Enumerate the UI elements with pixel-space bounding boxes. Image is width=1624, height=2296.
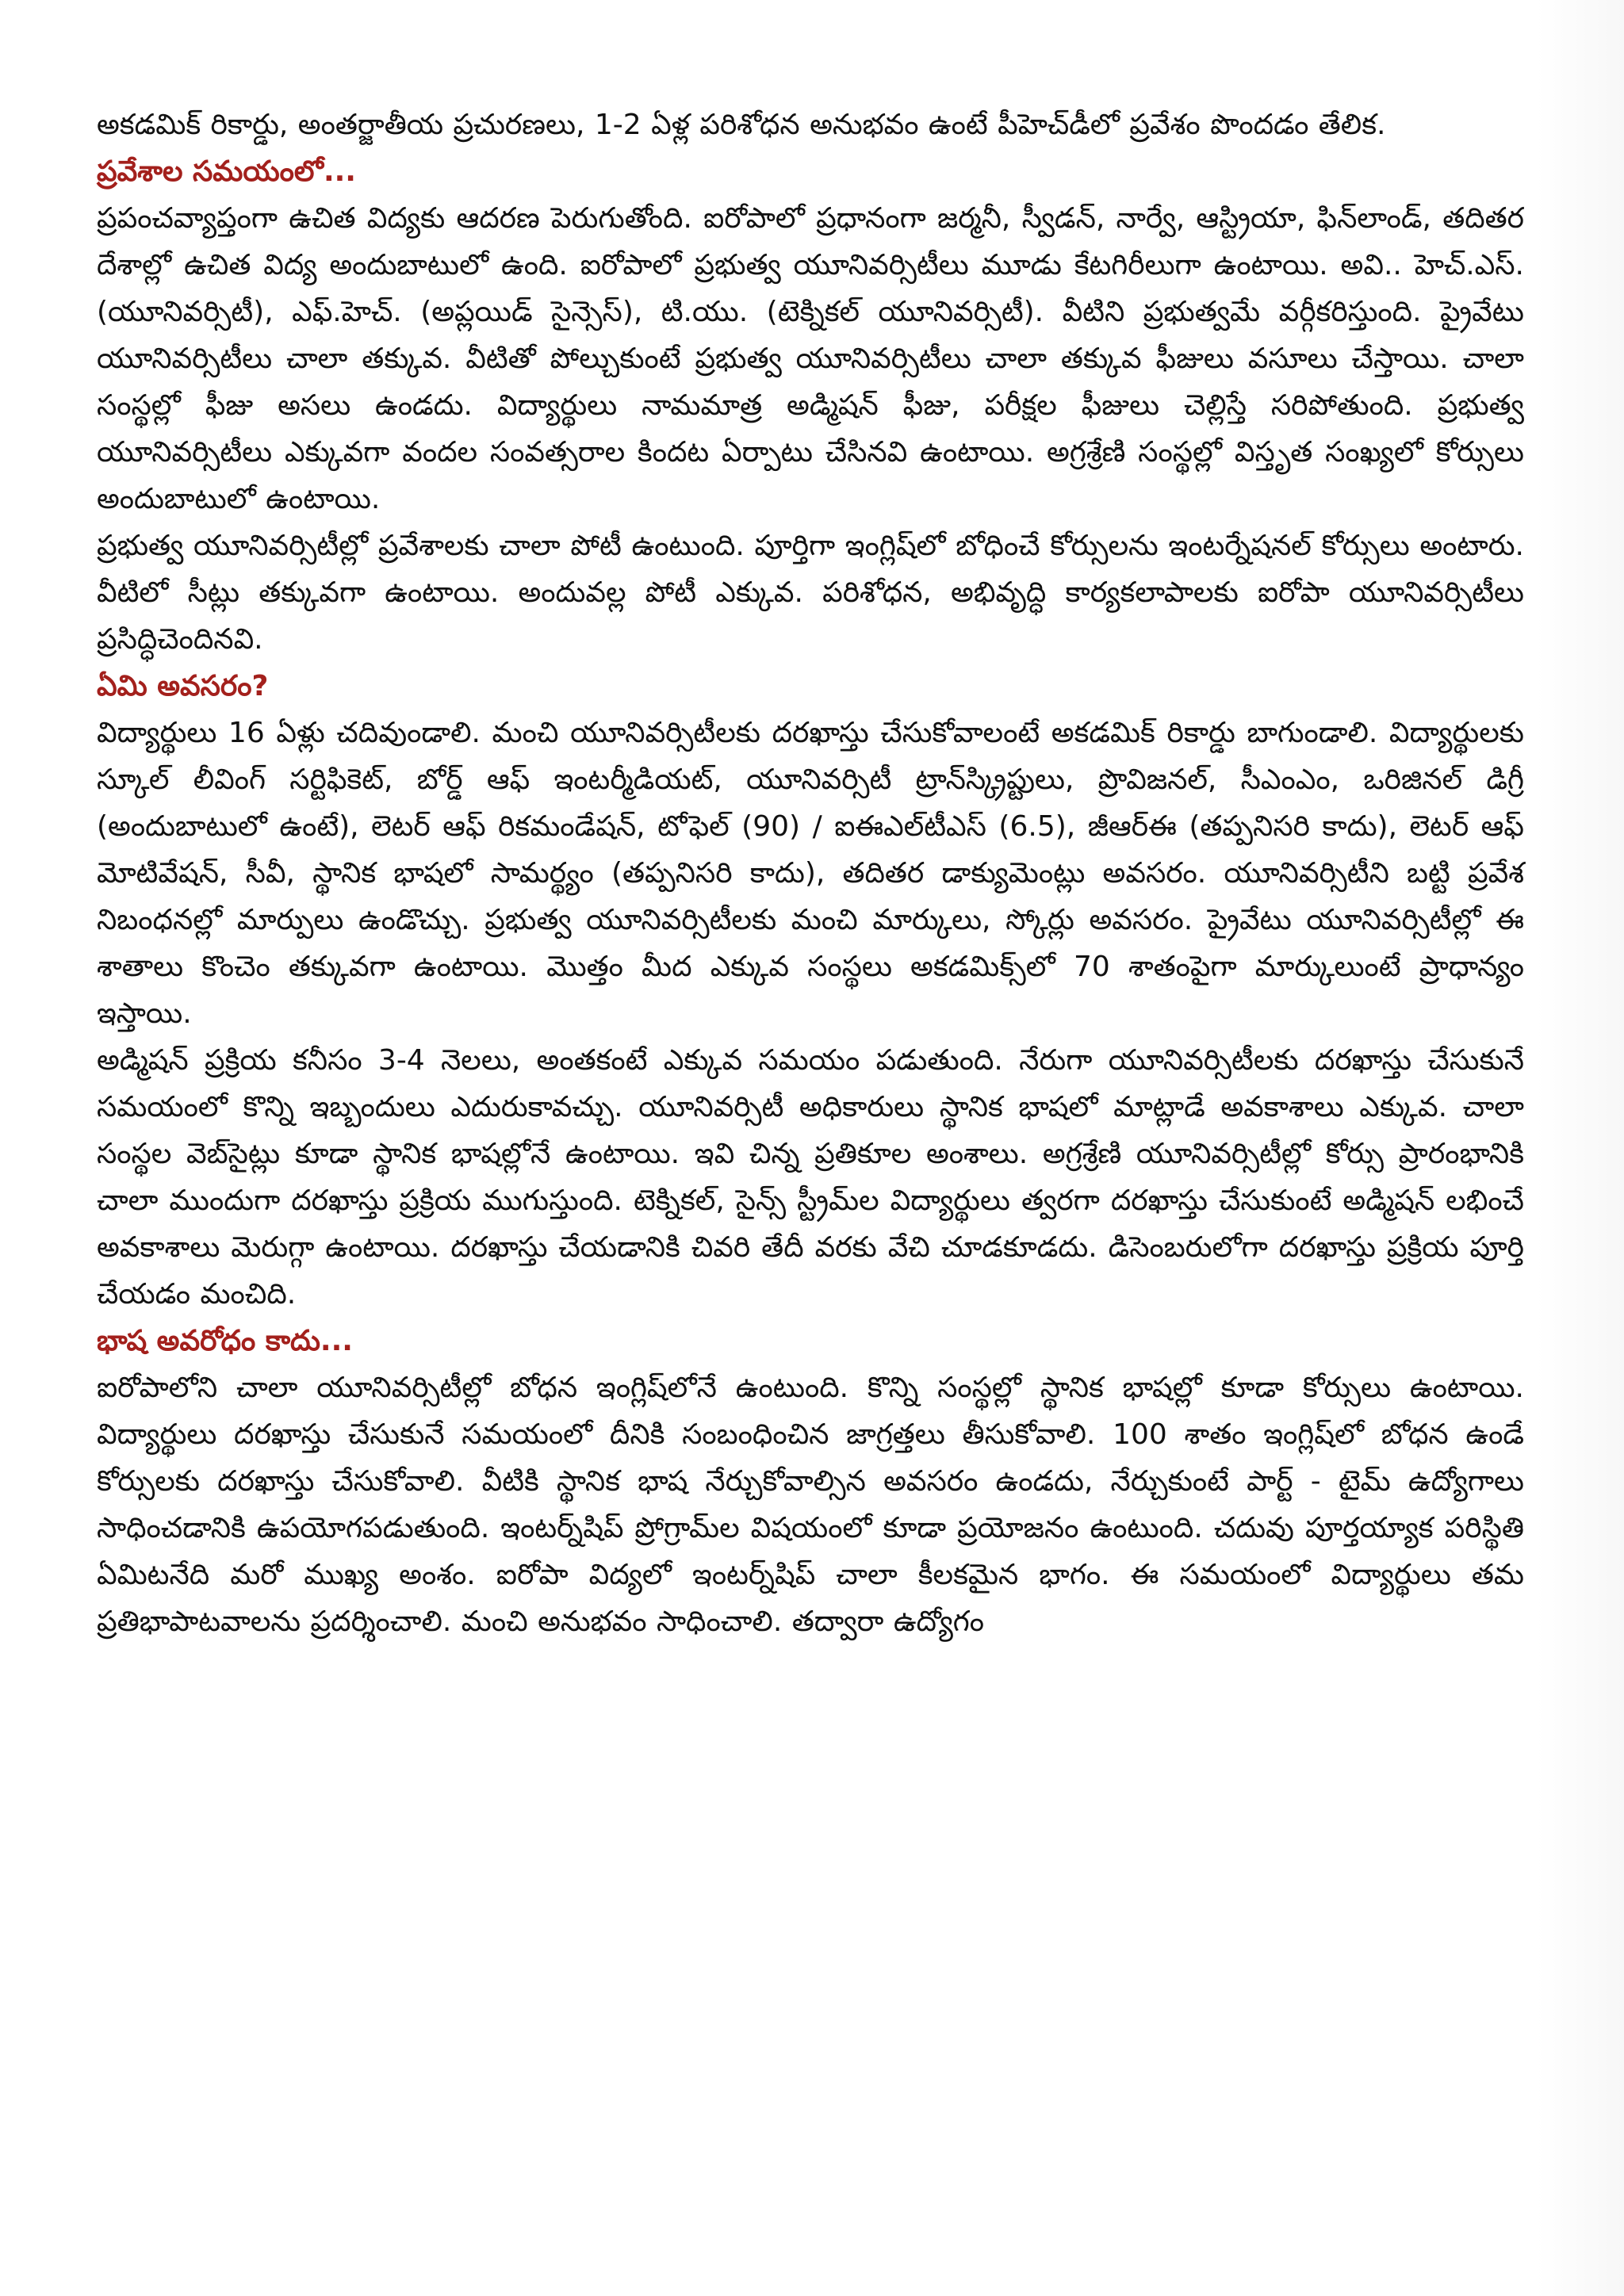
requirements-paragraph-1: విద్యార్థులు 16 ఏళ్లు చదివుండాలి. మంచి యూనివర్సిటీలకు దరఖాస్తు చేసుకోవాలంటే అకడమిక్ రికార్డు బాగుండాలి. విద్యార్థులకు స్కూల్ లీవింగ్ సర్టిఫికెట్, బోర్డ్ ఆఫ్ ఇంటర్మీడియట్, యూనివర్సిటీ ట్రాన్‌స్క్రిప్టులు, ప్రొవిజనల్, సీఎంఎం, ఒరిజినల్ డిగ్రీ (అందుబాటులో ఉంటే), లెటర్ ఆఫ్ రికమండేషన్, టోఫెల్ (90) / ఐఈఎల్‌టీఎస్ (6.5), జీఆర్‌ఈ (తప్పనిసరి కాదు), లెటర్ ఆఫ్ మోటివేషన్, సీవీ, స్థానిక భాషలో సామర్థ్యం (తప్పనిసరి కాదు), తదితర డాక్యుమెంట్లు అవసరం. యూనివర్సిటీని బట్టి ప్రవేశ నిబంధనల్లో మార్పులు ఉండొచ్చు. ప్రభుత్వ యూనివర్సిటీలకు మంచి మార్కులు, స్కోర్లు అవసరం. ప్రైవేటు యూనివర్సిటీల్లో ఈ శాతాలు కొంచెం తక్కువగా ఉంటాయి. మొత్తం మీద ఎక్కువ సంస్థలు అకడమిక్స్‌లో 70 శాతంపైగా మార్కులుంటే ప్రాధాన్యం ఇస్తాయి. xyxy=(97,717,1524,1030)
admissions-paragraph-1: ప్రపంచవ్యాప్తంగా ఉచిత విద్యకు ఆదరణ పెరుగుతోంది. ఐరోపాలో ప్రధానంగా జర్మనీ, స్వీడన్, నార్వే, ఆస్ట్రియా, ఫిన్‌లాండ్, తదితర దేశాల్లో ఉచిత విద్య అందుబాటులో ఉంది. ఐరోపాలో ప్రభుత్వ యూనివర్సిటీలు మూడు కేటగిరీలుగా ఉంటాయి. అవి.. హెచ్.ఎస్. (యూనివర్సిటీ), ఎఫ్.హెచ్. (అప్లయిడ్ సైన్సెస్), టి.యు. (టెక్నికల్ యూనివర్సిటీ). వీటిని ప్రభుత్వమే వర్గీకరిస్తుంది. ప్రైవేటు యూనివర్సిటీలు చాలా తక్కువ. వీటితో పోల్చుకుంటే ప్రభుత్వ యూనివర్సిటీలు చాలా తక్కువ ఫీజులు వసూలు చేస్తాయి. చాలా సంస్థల్లో ఫీజు అసలు ఉండదు. విద్యార్థులు నామమాత్ర అడ్మిషన్ ఫీజు, పరీక్షల ఫీజులు చెల్లిస్తే సరిపోతుంది. ప్రభుత్వ యూనివర్సిటీలు ఎక్కువగా వందల సంవత్సరాల కిందట ఏర్పాటు చేసినవి ఉంటాయి. అగ్రశ్రేణి సంస్థల్లో విస్తృత సంఖ్యలో కోర్సులు అందుబాటులో ఉంటాయి. xyxy=(97,202,1524,515)
language-paragraph-1: ఐరోపాలోని చాలా యూనివర్సిటీల్లో బోధన ఇంగ్లిష్‌లోనే ఉంటుంది. కొన్ని సంస్థల్లో స్థానిక భాషల్లో కూడా కోర్సులు ఉంటాయి. విద్యార్థులు దరఖాస్తు చేసుకునే సమయంలో దీనికి సంబంధించిన జాగ్రత్తలు తీసుకోవాలి. 100 శాతం ఇంగ్లిష్‌లో బోధన ఉండే కోర్సులకు దరఖాస్తు చేసుకోవాలి. వీటికి స్థానిక భాష నేర్చుకోవాల్సిన అవసరం ఉండదు, నేర్చుకుంటే పార్ట్ - టైమ్ ఉద్యోగాలు సాధించడానికి ఉపయోగపడుతుంది. ఇంటర్న్‌షిప్ ప్రోగ్రామ్‌ల విషయంలో కూడా ప్రయోజనం ఉంటుంది. చదువు పూర్తయ్యాక పరిస్థితి ఏమిటనేది మరో ముఖ్య అంశం. ఐరోపా విద్యలో ఇంటర్న్‌షిప్ చాలా కీలకమైన భాగం. ఈ సమయంలో విద్యార్థులు తమ ప్రతిభాపాటవాలను ప్రదర్శించాలి. మంచి అనుభవం సాధించాలి. తద్వారా ఉద్యోగం xyxy=(97,1372,1524,1638)
intro-paragraph: అకడమిక్ రికార్డు, అంతర్జాతీయ ప్రచురణలు, 1-2 ఏళ్ల పరిశోధన అనుభవం ఉంటే పీహెచ్‌డీలో ప్రవేశం పొందడం తేలిక. xyxy=(97,109,1386,141)
section-heading-admissions: ప్రవేశాల సమయంలో... xyxy=(97,155,356,188)
admissions-paragraph-2: ప్రభుత్వ యూనివర్సిటీల్లో ప్రవేశాలకు చాలా పోటీ ఉంటుంది. పూర్తిగా ఇంగ్లిష్‌లో బోధించే కోర్సులను ఇంటర్నేషనల్ కోర్సులు అంటారు. వీటిలో సీట్లు తక్కువగా ఉంటాయి. అందువల్ల పోటీ ఎక్కువ. పరిశోధన, అభివృద్ధి కార్యకలాపాలకు ఐరోపా యూనివర్సిటీలు ప్రసిద్ధిచెందినవి. xyxy=(97,530,1524,656)
page-edge-shade xyxy=(1537,0,1624,2296)
section-heading-language: భాష అవరోధం కాదు... xyxy=(97,1325,353,1357)
requirements-paragraph-2: అడ్మిషన్ ప్రక్రియ కనీసం 3-4 నెలలు, అంతకంటే ఎక్కువ సమయం పడుతుంది. నేరుగా యూనివర్సిటీలకు దరఖాస్తు చేసుకునే సమయంలో కొన్ని ఇబ్బందులు ఎదురుకావచ్చు. యూనివర్సిటీ అధికారులు స్థానిక భాషలో మాట్లాడే అవకాశాలు ఎక్కువ. చాలా సంస్థల వెబ్‌సైట్లు కూడా స్థానిక భాషల్లోనే ఉంటాయి. ఇవి చిన్న ప్రతికూల అంశాలు. అగ్రశ్రేణి యూనివర్సిటీల్లో కోర్సు ప్రారంభానికి చాలా ముందుగా దరఖాస్తు ప్రక్రియ ముగుస్తుంది. టెక్నికల్, సైన్స్ స్ట్రీమ్‌ల విద్యార్థులు త్వరగా దరఖాస్తు చేసుకుంటే అడ్మిషన్ లభించే అవకాశాలు మెరుగ్గా ఉంటాయి. దరఖాస్తు చేయడానికి చివరి తేదీ వరకు వేచి చూడకూడదు. డిసెంబరులోగా దరఖాస్తు ప్రక్రియ పూర్తి చేయడం మంచిది. xyxy=(97,1044,1524,1311)
section-heading-requirements: ఏమి అవసరం? xyxy=(97,670,269,702)
article-body xyxy=(97,101,1524,1645)
